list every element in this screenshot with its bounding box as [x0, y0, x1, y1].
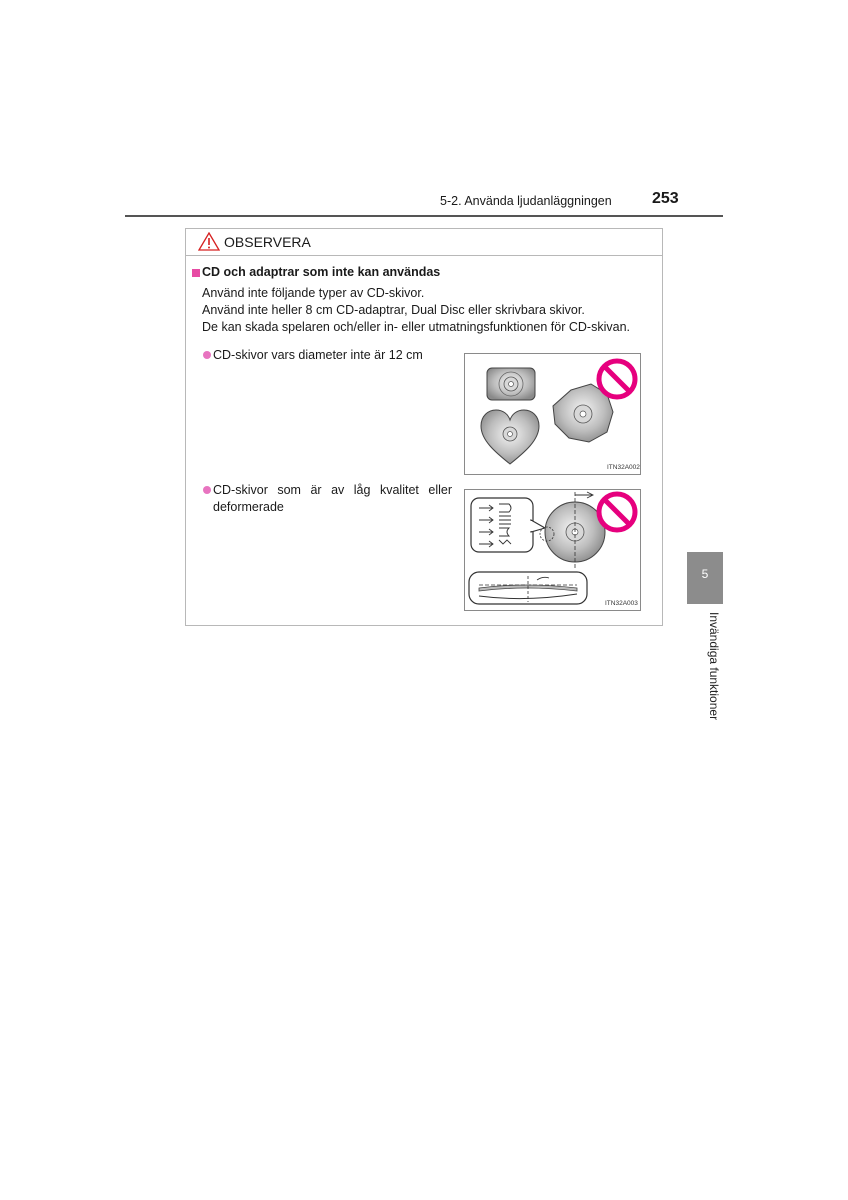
deformed-discs-illustration — [465, 490, 640, 610]
body-line: Använd inte heller 8 cm CD-adaptrar, Dual Disc eller skrivbara skivor. — [202, 303, 585, 317]
notice-header — [186, 229, 662, 256]
bullet-text: CD-skivor som är av låg kvalitet eller — [213, 483, 452, 497]
figure-code: ITN32A002 — [607, 464, 640, 471]
bullet-dot — [203, 351, 211, 359]
section-bullet-square — [192, 269, 200, 277]
prohibition-icon — [599, 361, 635, 397]
section-title: CD och adaptrar som inte kan användas — [202, 265, 441, 279]
figure-deformed-discs — [464, 489, 641, 611]
bullet-dot — [203, 486, 211, 494]
bullet-text: CD-skivor vars diameter inte är 12 cm — [213, 348, 423, 362]
chapter-tab — [687, 552, 723, 604]
body-line: Använd inte följande typer av CD-skivor. — [202, 286, 425, 300]
odd-shaped-discs-illustration — [465, 354, 640, 474]
notice-box — [185, 228, 663, 626]
body-line: De kan skada spelaren och/eller in- eller utmatningsfunktionen för CD-skivan. — [202, 320, 630, 334]
figure-code: ITN32A003 — [605, 600, 638, 607]
notice-title: OBSERVERA — [224, 234, 311, 250]
page-number: 253 — [652, 190, 679, 207]
bullet-text: deformerade — [213, 500, 284, 514]
chapter-number: 5 — [701, 567, 709, 581]
warning-triangle-icon — [198, 232, 220, 251]
prohibition-icon — [599, 494, 635, 530]
header-section-title: 5-2. Använda ljudanläggningen — [440, 194, 612, 208]
chapter-tab-label: Invändiga funktioner — [707, 612, 721, 721]
figure-odd-shaped-discs — [464, 353, 641, 475]
header-rule — [125, 215, 723, 217]
